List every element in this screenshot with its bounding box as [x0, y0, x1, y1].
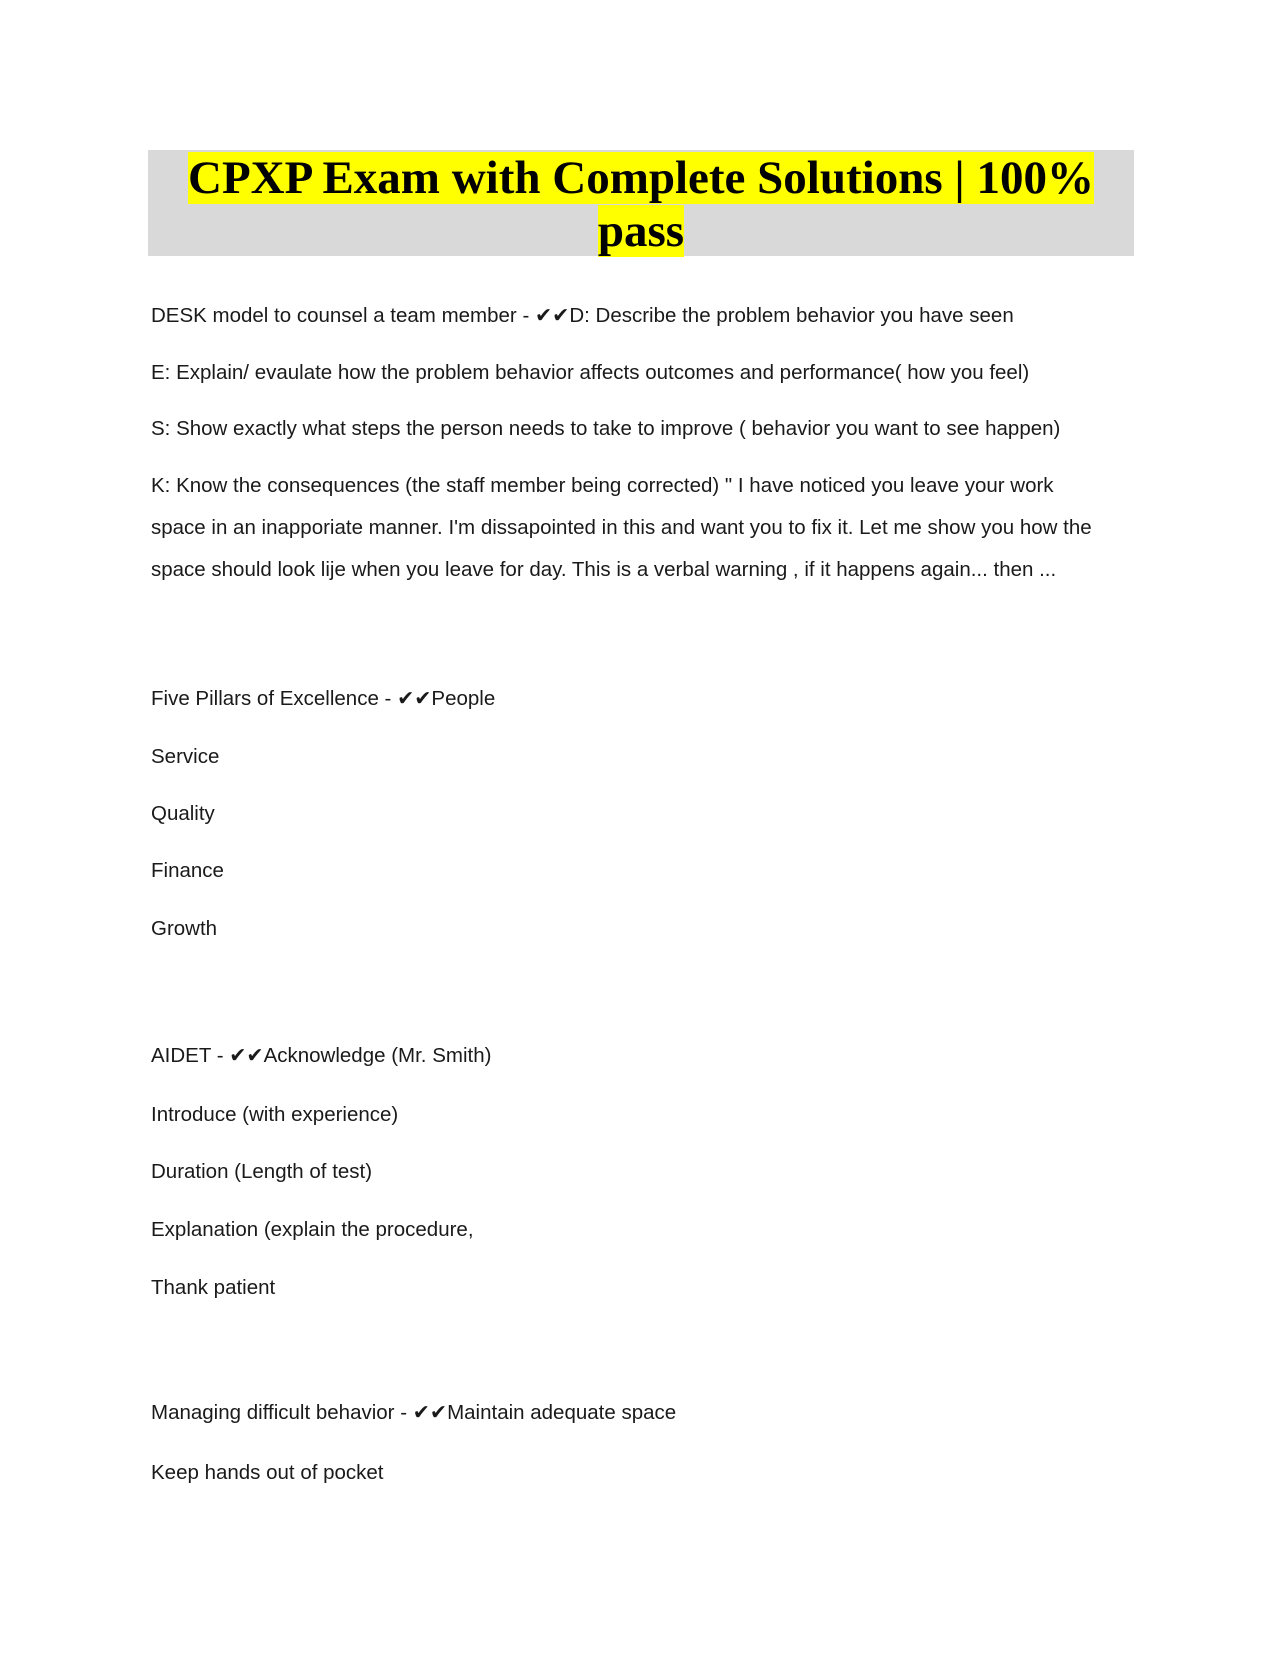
difficult-behavior-question: Managing difficult behavior - ✔✔Maintain adequate space: [151, 1401, 677, 1424]
list-item: Service: [151, 745, 220, 768]
list-item: Explanation (explain the procedure,: [151, 1218, 474, 1241]
list-item: Thank patient: [151, 1276, 276, 1299]
five-pillars-question: Five Pillars of Excellence - ✔✔People: [151, 687, 496, 710]
list-item: Introduce (with experience): [151, 1103, 399, 1126]
list-item: Duration (Length of test): [151, 1160, 373, 1183]
desk-model-question: DESK model to counsel a team member - ✔✔D: Describe the problem behavior you have seen: [151, 304, 1014, 327]
desk-line-k-cont-1: space in an inapporiate manner. I'm dissapointed in this and want you to fix it. Let me show you how the: [151, 516, 1092, 539]
title-line-2: pass: [597, 205, 685, 257]
aidet-question: AIDET - ✔✔Acknowledge (Mr. Smith): [151, 1044, 492, 1067]
title-line-1: CPXP Exam with Complete Solutions | 100%: [188, 152, 1094, 204]
desk-line-k: K: Know the consequences (the staff member being corrected) " I have noticed you leave your work: [151, 474, 1054, 497]
page-title: [148, 150, 1134, 258]
desk-line-s: S: Show exactly what steps the person needs to take to improve ( behavior you want to see happen): [151, 417, 1061, 440]
list-item: Quality: [151, 802, 215, 825]
desk-line-e: E: Explain/ evaulate how the problem behavior affects outcomes and performance( how you feel): [151, 361, 1030, 384]
list-item: Finance: [151, 859, 224, 882]
list-item: Keep hands out of pocket: [151, 1461, 384, 1484]
title-banner: [148, 150, 1134, 256]
desk-line-k-cont-2: space should look lije when you leave for day. This is a verbal warning , if it happens again... then ...: [151, 558, 1057, 581]
list-item: Growth: [151, 917, 218, 940]
